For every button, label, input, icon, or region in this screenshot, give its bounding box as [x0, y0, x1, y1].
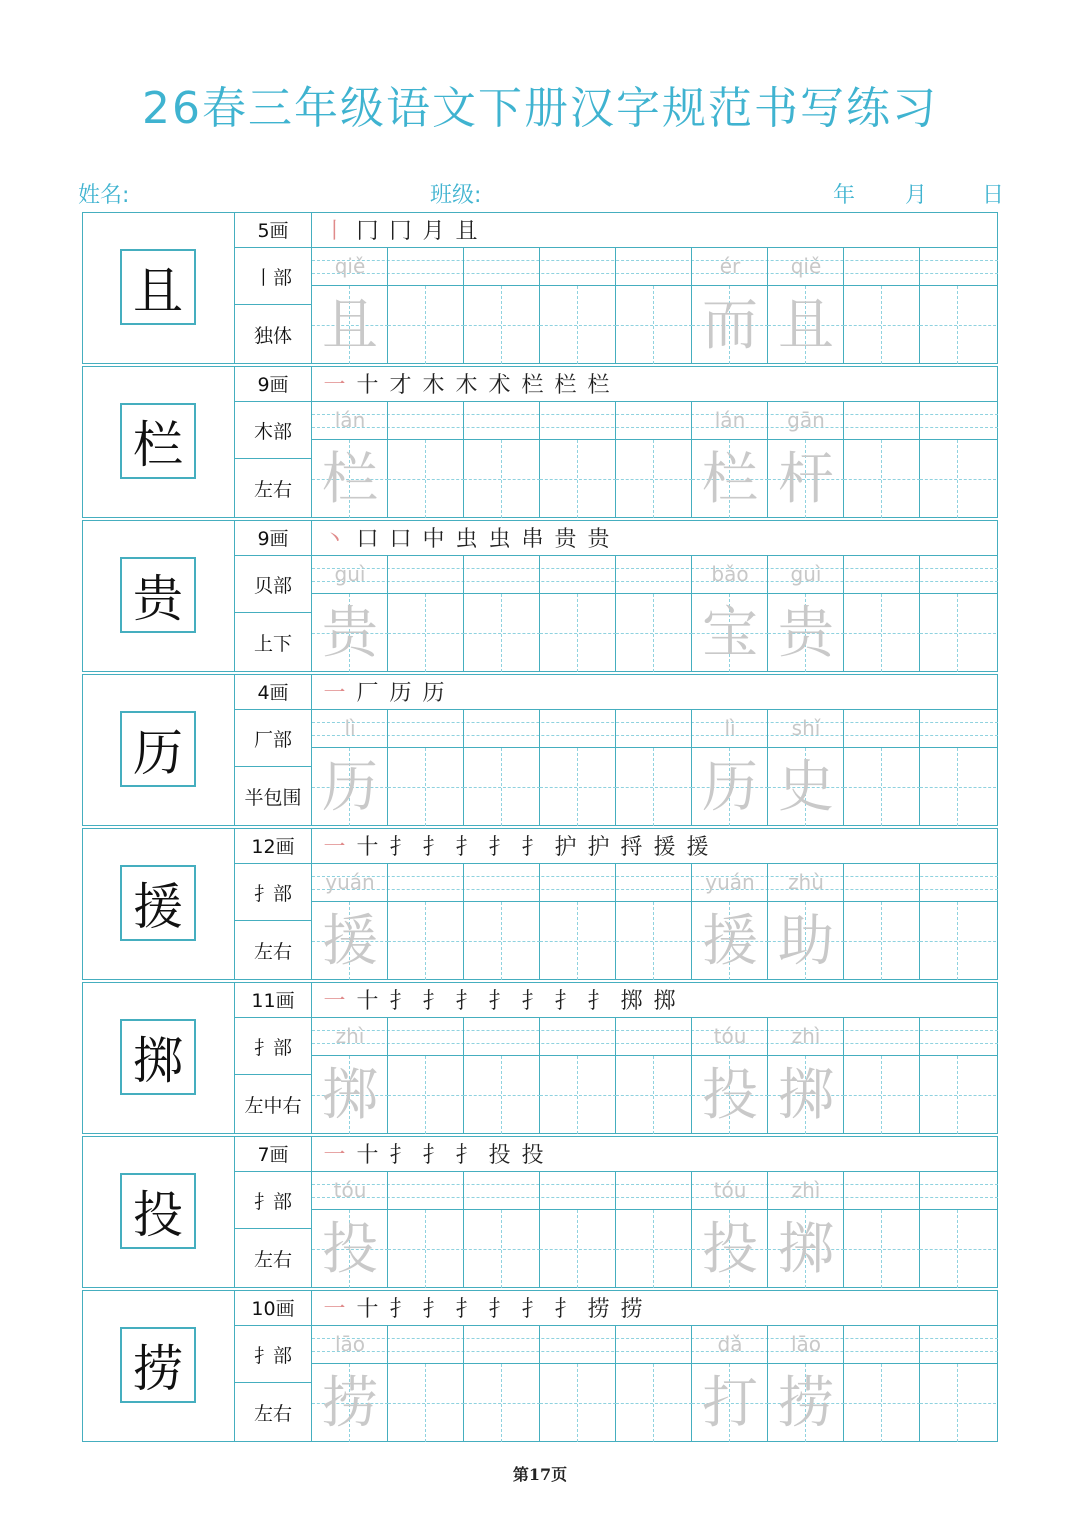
- stroke-step: 扌: [554, 1297, 577, 1322]
- stroke-order: [312, 674, 998, 710]
- stroke-count: 5画: [235, 212, 311, 248]
- trace-character: 而: [702, 293, 758, 358]
- writing-grid: [312, 1326, 998, 1442]
- stroke-step: 且: [455, 219, 478, 244]
- trace-pinyin: yuán: [325, 870, 375, 894]
- structure: 左右: [253, 941, 292, 963]
- writing-cell[interactable]: [388, 1172, 464, 1288]
- model-character: 栏: [120, 403, 196, 479]
- stroke-step: 扌: [455, 1143, 478, 1168]
- stroke-step: 扌: [422, 1297, 445, 1322]
- trace-pinyin: zhì: [791, 1024, 821, 1048]
- radical: 扌部: [235, 864, 311, 921]
- writing-cell[interactable]: [844, 1018, 920, 1134]
- structure: 左右: [253, 1403, 292, 1425]
- writing-cell[interactable]: [844, 1172, 920, 1288]
- big-char-cell: [82, 520, 235, 672]
- model-character: 援: [120, 865, 196, 941]
- big-char-cell: [82, 674, 235, 826]
- writing-cell[interactable]: [768, 864, 844, 980]
- structure: 左右: [253, 479, 292, 501]
- stroke-step: 贵: [554, 527, 577, 552]
- stroke-step: 丶: [323, 527, 346, 552]
- trace-character: 捞: [778, 1371, 834, 1436]
- radical: 扌部: [235, 1018, 311, 1075]
- writing-cell[interactable]: [692, 556, 768, 672]
- trace-character: 贵: [322, 601, 378, 666]
- trace-character: 栏: [322, 447, 378, 512]
- structure: 半包围: [244, 787, 302, 809]
- writing-cell[interactable]: [844, 556, 920, 672]
- writing-cell[interactable]: [312, 1172, 388, 1288]
- trace-pinyin: lāo: [334, 1332, 366, 1356]
- stroke-step: 冂: [356, 219, 379, 244]
- big-char-cell: [82, 1136, 235, 1288]
- trace-character: 援: [702, 909, 758, 974]
- writing-cell[interactable]: [920, 248, 996, 364]
- trace-pinyin: lán: [714, 408, 746, 432]
- trace-character: 且: [322, 293, 378, 358]
- trace-pinyin: lán: [334, 408, 366, 432]
- radical: 贝部: [235, 556, 311, 613]
- big-char-cell: [82, 1290, 235, 1442]
- writing-cell[interactable]: [388, 556, 464, 672]
- writing-grid: [312, 556, 998, 672]
- stroke-step: 护: [554, 835, 577, 860]
- writing-cell[interactable]: [844, 248, 920, 364]
- trace-character: 掷: [322, 1063, 378, 1128]
- stroke-step: 扌: [455, 835, 478, 860]
- stroke-step: 援: [653, 835, 676, 860]
- writing-cell[interactable]: [616, 248, 692, 364]
- trace-character: 打: [702, 1371, 758, 1436]
- trace-pinyin: tóu: [333, 1178, 367, 1202]
- stroke-step: 扌: [389, 1297, 412, 1322]
- name-label: 姓名:: [78, 183, 130, 208]
- trace-character: 投: [702, 1217, 758, 1282]
- trace-pinyin: zhù: [788, 870, 824, 894]
- trace-pinyin: gān: [787, 408, 825, 432]
- stroke-count: 9画: [235, 520, 311, 556]
- writing-cell[interactable]: [692, 1326, 768, 1442]
- char-meta: [235, 674, 312, 826]
- writing-cell[interactable]: [920, 556, 996, 672]
- char-meta: [235, 366, 312, 518]
- big-char-cell: [82, 982, 235, 1134]
- stroke-step: 虫: [455, 527, 478, 552]
- trace-pinyin: bǎo: [711, 562, 749, 586]
- stroke-count: 7画: [235, 1136, 311, 1172]
- writing-cell[interactable]: [464, 402, 540, 518]
- writing-cell[interactable]: [312, 556, 388, 672]
- char-meta: [235, 1136, 312, 1288]
- trace-pinyin: dǎ: [717, 1332, 743, 1356]
- stroke-step: 串: [521, 527, 544, 552]
- writing-cell[interactable]: [464, 864, 540, 980]
- trace-pinyin: qiě: [790, 254, 822, 278]
- stroke-step: 木: [455, 373, 478, 398]
- trace-character: 历: [322, 755, 378, 820]
- practice-row: [82, 1136, 998, 1288]
- stroke-step: 扌: [389, 989, 412, 1014]
- writing-cell[interactable]: [844, 710, 920, 826]
- structure: 独体: [253, 325, 292, 347]
- writing-grid: [312, 402, 998, 518]
- stroke-step: 栏: [521, 373, 544, 398]
- writing-cell[interactable]: [844, 402, 920, 518]
- stroke-step: 一: [323, 1297, 346, 1322]
- trace-pinyin: zhì: [335, 1024, 365, 1048]
- stroke-step: 历: [422, 681, 445, 706]
- writing-cell[interactable]: [388, 710, 464, 826]
- trace-pinyin: lì: [724, 716, 736, 740]
- class-label: 班级:: [430, 183, 482, 208]
- writing-cell[interactable]: [464, 248, 540, 364]
- stroke-step: 扌: [554, 989, 577, 1014]
- big-char-cell: [82, 212, 235, 364]
- writing-cell[interactable]: [540, 1326, 616, 1442]
- trace-character: 史: [778, 755, 834, 820]
- writing-cell[interactable]: [540, 248, 616, 364]
- writing-cell[interactable]: [920, 1172, 996, 1288]
- stroke-step: 一: [323, 835, 346, 860]
- stroke-step: 扌: [521, 835, 544, 860]
- stroke-count: 10画: [235, 1290, 311, 1326]
- stroke-step: 投: [521, 1143, 544, 1168]
- practice-row: [82, 520, 998, 672]
- trace-pinyin: yuán: [705, 870, 755, 894]
- writing-cell[interactable]: [540, 864, 616, 980]
- radical: 厂部: [235, 710, 311, 767]
- stroke-step: 一: [323, 1143, 346, 1168]
- stroke-step: 援: [686, 835, 709, 860]
- trace-character: 掷: [778, 1063, 834, 1128]
- writing-cell[interactable]: [768, 1018, 844, 1134]
- writing-cell[interactable]: [312, 864, 388, 980]
- writing-cell[interactable]: [540, 710, 616, 826]
- stroke-step: 木: [422, 373, 445, 398]
- writing-cell[interactable]: [616, 1172, 692, 1288]
- writing-cell[interactable]: [540, 556, 616, 672]
- writing-cell[interactable]: [464, 1326, 540, 1442]
- model-character: 投: [120, 1173, 196, 1249]
- stroke-step: 冂: [389, 219, 412, 244]
- year-label: 年: [833, 183, 856, 208]
- writing-cell[interactable]: [844, 1326, 920, 1442]
- model-character: 历: [120, 711, 196, 787]
- trace-pinyin: zhì: [791, 1178, 821, 1202]
- trace-pinyin: tóu: [713, 1024, 747, 1048]
- stroke-step: 捞: [587, 1297, 610, 1322]
- writing-cell[interactable]: [920, 1326, 996, 1442]
- stroke-step: 十: [356, 373, 379, 398]
- writing-cell[interactable]: [312, 402, 388, 518]
- trace-character: 投: [322, 1217, 378, 1282]
- trace-pinyin: guì: [790, 562, 822, 586]
- writing-cell[interactable]: [768, 710, 844, 826]
- trace-pinyin: guì: [334, 562, 366, 586]
- writing-cell[interactable]: [464, 1018, 540, 1134]
- trace-character: 栏: [702, 447, 758, 512]
- practice-row: [82, 982, 998, 1134]
- stroke-step: 术: [488, 373, 511, 398]
- writing-cell[interactable]: [692, 1172, 768, 1288]
- writing-grid: [312, 248, 998, 364]
- writing-grid: [312, 1172, 998, 1288]
- stroke-step: 掷: [620, 989, 643, 1014]
- writing-grid: [312, 1018, 998, 1134]
- writing-cell[interactable]: [616, 710, 692, 826]
- writing-cell[interactable]: [312, 1018, 388, 1134]
- stroke-step: 口: [356, 527, 379, 552]
- structure: 上下: [253, 633, 292, 655]
- stroke-count: 11画: [235, 982, 311, 1018]
- stroke-step: 月: [422, 219, 445, 244]
- trace-pinyin: lāo: [790, 1332, 822, 1356]
- writing-cell[interactable]: [312, 248, 388, 364]
- stroke-step: 护: [587, 835, 610, 860]
- writing-cell[interactable]: [920, 1018, 996, 1134]
- writing-cell[interactable]: [388, 864, 464, 980]
- stroke-step: 扌: [488, 1297, 511, 1322]
- radical: 扌部: [235, 1326, 311, 1383]
- stroke-order: [312, 366, 998, 402]
- writing-cell[interactable]: [692, 710, 768, 826]
- stroke-step: 十: [356, 989, 379, 1014]
- writing-cell[interactable]: [540, 1018, 616, 1134]
- structure: 左中右: [244, 1095, 302, 1117]
- writing-cell[interactable]: [692, 248, 768, 364]
- writing-cell[interactable]: [540, 402, 616, 518]
- writing-grid: [312, 864, 998, 980]
- char-meta: [235, 1290, 312, 1442]
- writing-cell[interactable]: [464, 556, 540, 672]
- writing-cell[interactable]: [388, 1018, 464, 1134]
- big-char-cell: [82, 828, 235, 980]
- stroke-step: 贵: [587, 527, 610, 552]
- stroke-order: [312, 1136, 998, 1172]
- stroke-step: 扌: [521, 1297, 544, 1322]
- trace-character: 历: [702, 755, 758, 820]
- trace-character: 投: [702, 1063, 758, 1128]
- practice-row: [82, 366, 998, 518]
- writing-cell[interactable]: [616, 402, 692, 518]
- char-meta: [235, 982, 312, 1134]
- writing-cell[interactable]: [768, 556, 844, 672]
- month-label: 月: [905, 183, 928, 208]
- stroke-step: 扌: [488, 989, 511, 1014]
- trace-character: 助: [778, 909, 834, 974]
- writing-cell[interactable]: [388, 402, 464, 518]
- stroke-step: 栏: [554, 373, 577, 398]
- trace-character: 掷: [778, 1217, 834, 1282]
- writing-cell[interactable]: [540, 1172, 616, 1288]
- stroke-step: 栏: [587, 373, 610, 398]
- stroke-count: 9画: [235, 366, 311, 402]
- writing-cell[interactable]: [692, 864, 768, 980]
- stroke-order: [312, 828, 998, 864]
- stroke-step: 口: [389, 527, 412, 552]
- big-char-cell: [82, 366, 235, 518]
- stroke-step: 扌: [521, 989, 544, 1014]
- radical: 丨部: [235, 248, 311, 305]
- trace-character: 且: [778, 293, 834, 358]
- char-meta: [235, 828, 312, 980]
- stroke-step: 扌: [422, 989, 445, 1014]
- stroke-step: 扌: [422, 835, 445, 860]
- writing-cell[interactable]: [464, 1172, 540, 1288]
- stroke-step: 十: [356, 835, 379, 860]
- writing-cell[interactable]: [616, 864, 692, 980]
- stroke-step: 丨: [323, 219, 346, 244]
- day-label: 日: [982, 183, 1005, 208]
- writing-cell[interactable]: [768, 248, 844, 364]
- stroke-step: 十: [356, 1297, 379, 1322]
- trace-pinyin: shǐ: [791, 716, 821, 740]
- page-number: 第17页: [512, 1465, 568, 1484]
- trace-character: 贵: [778, 601, 834, 666]
- stroke-order: [312, 212, 998, 248]
- stroke-step: 才: [389, 373, 412, 398]
- writing-cell[interactable]: [312, 710, 388, 826]
- writing-cell[interactable]: [312, 1326, 388, 1442]
- structure: 左右: [253, 1249, 292, 1271]
- stroke-order: [312, 1290, 998, 1326]
- writing-cell[interactable]: [388, 1326, 464, 1442]
- writing-cell[interactable]: [388, 248, 464, 364]
- writing-cell[interactable]: [920, 402, 996, 518]
- stroke-step: 扌: [488, 835, 511, 860]
- stroke-step: 历: [389, 681, 412, 706]
- stroke-step: 扌: [389, 1143, 412, 1168]
- writing-cell[interactable]: [464, 710, 540, 826]
- trace-pinyin: lì: [344, 716, 356, 740]
- writing-cell[interactable]: [616, 1326, 692, 1442]
- stroke-step: 扌: [587, 989, 610, 1014]
- stroke-count: 12画: [235, 828, 311, 864]
- trace-pinyin: tóu: [713, 1178, 747, 1202]
- trace-pinyin: ér: [719, 254, 741, 278]
- writing-cell[interactable]: [844, 864, 920, 980]
- stroke-step: 掷: [653, 989, 676, 1014]
- stroke-step: 投: [488, 1143, 511, 1168]
- radical: 扌部: [235, 1172, 311, 1229]
- stroke-step: 一: [323, 989, 346, 1014]
- writing-cell[interactable]: [692, 1018, 768, 1134]
- trace-character: 宝: [702, 601, 758, 666]
- practice-row: [82, 212, 998, 364]
- practice-row: [82, 1290, 998, 1442]
- stroke-step: 十: [356, 1143, 379, 1168]
- writing-cell[interactable]: [616, 556, 692, 672]
- stroke-step: 一: [323, 681, 346, 706]
- trace-pinyin: qiě: [334, 254, 366, 278]
- writing-grid: [312, 710, 998, 826]
- stroke-step: 扌: [455, 989, 478, 1014]
- stroke-step: 扌: [455, 1297, 478, 1322]
- model-character: 捞: [120, 1327, 196, 1403]
- writing-cell[interactable]: [920, 864, 996, 980]
- writing-cell[interactable]: [692, 402, 768, 518]
- writing-cell[interactable]: [768, 1326, 844, 1442]
- stroke-step: 捋: [620, 835, 643, 860]
- stroke-step: 一: [323, 373, 346, 398]
- stroke-step: 厂: [356, 681, 379, 706]
- stroke-order: [312, 982, 998, 1018]
- practice-row: [82, 674, 998, 826]
- stroke-order: [312, 520, 998, 556]
- stroke-step: 捞: [620, 1297, 643, 1322]
- stroke-step: 虫: [488, 527, 511, 552]
- practice-row: [82, 828, 998, 980]
- model-character: 且: [120, 249, 196, 325]
- char-meta: [235, 212, 312, 364]
- model-character: 贵: [120, 557, 196, 633]
- writing-cell[interactable]: [768, 1172, 844, 1288]
- trace-character: 援: [322, 909, 378, 974]
- char-meta: [235, 520, 312, 672]
- trace-character: 捞: [322, 1371, 378, 1436]
- stroke-step: 中: [422, 527, 445, 552]
- trace-character: 杆: [778, 447, 834, 512]
- stroke-step: 扌: [389, 835, 412, 860]
- writing-cell[interactable]: [768, 402, 844, 518]
- radical: 木部: [235, 402, 311, 459]
- writing-cell[interactable]: [616, 1018, 692, 1134]
- writing-cell[interactable]: [920, 710, 996, 826]
- model-character: 掷: [120, 1019, 196, 1095]
- stroke-count: 4画: [235, 674, 311, 710]
- stroke-step: 扌: [422, 1143, 445, 1168]
- page-title: 26春三年级语文下册汉字规范书写练习: [142, 83, 938, 134]
